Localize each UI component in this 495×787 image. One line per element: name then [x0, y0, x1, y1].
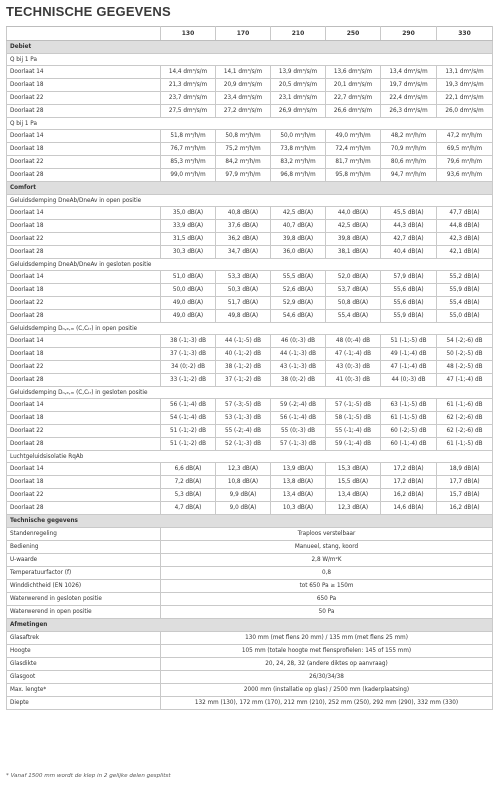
- spec-table: [6, 26, 493, 710]
- table-cell: 12,3 dB(A): [326, 502, 381, 515]
- table-cell: 132 mm (130), 172 mm (170), 212 mm (210), 252 mm (250), 292 mm (290), 332 mm (330): [161, 697, 493, 710]
- table-row: [7, 143, 493, 156]
- table-cell: 51 (-1;-2) dB: [161, 438, 216, 451]
- table-cell: 44 (-1;-5) dB: [216, 335, 271, 348]
- table-cell: 36,0 dB(A): [271, 246, 326, 259]
- table-cell: 55,4 dB(A): [326, 310, 381, 323]
- table-cell: 80,6 m³/h/m: [381, 156, 437, 169]
- table-row: [7, 606, 493, 619]
- table-cell: 14,4 dm³/s/m: [161, 66, 216, 79]
- table-cell: 39,8 dB(A): [326, 233, 381, 246]
- table-cell: 84,2 m³/h/m: [216, 156, 271, 169]
- table-row: [7, 580, 493, 593]
- table-row: [7, 169, 493, 182]
- table-cell: 55,9 dB(A): [437, 284, 493, 297]
- table-cell: 54,6 dB(A): [271, 310, 326, 323]
- header-size-3: 210: [271, 27, 326, 41]
- table-cell: 22,1 dm³/s/m: [437, 92, 493, 105]
- table-cell: 33 (-1;-2) dB: [161, 374, 216, 387]
- table-cell: 55,6 dB(A): [381, 284, 437, 297]
- table-cell: 73,8 m³/h/m: [271, 143, 326, 156]
- table-row: [7, 658, 493, 671]
- table-cell: 35,0 dB(A): [161, 207, 216, 220]
- table-row: [7, 66, 493, 79]
- table-cell: 85,3 m³/h/m: [161, 156, 216, 169]
- table-cell: 13,9 dm³/s/m: [271, 66, 326, 79]
- table-cell: 60 (-1;-4) dB: [381, 438, 437, 451]
- table-cell: 2000 mm (installatie op glas) / 2500 mm (kaderplaatsing): [161, 684, 493, 697]
- table-cell: 22,7 dm³/s/m: [326, 92, 381, 105]
- table-cell: 81,7 m³/h/m: [326, 156, 381, 169]
- table-cell: 38,1 dB(A): [326, 246, 381, 259]
- table-cell: 63 (-1;-5) dB: [381, 399, 437, 412]
- table-cell: 16,2 dB(A): [437, 502, 493, 515]
- table-cell: 50 (-2;-5) dB: [437, 348, 493, 361]
- table-row: [7, 105, 493, 118]
- table-row: [7, 156, 493, 169]
- table-cell: 13,4 dB(A): [326, 489, 381, 502]
- table-cell: 4,7 dB(A): [161, 502, 216, 515]
- header-corner: [7, 27, 161, 41]
- table-row: [7, 502, 493, 515]
- table-cell: 50,3 dB(A): [216, 284, 271, 297]
- table-row: [7, 220, 493, 233]
- table-cell: 46 (0;-3) dB: [271, 335, 326, 348]
- table-cell: 30,3 dB(A): [161, 246, 216, 259]
- table-cell: tot 650 Pa ≥ 150m: [161, 580, 493, 593]
- row-label: Doorlaat 28: [7, 169, 161, 182]
- table-cell: 13,9 dB(A): [271, 463, 326, 476]
- row-label: Doorlaat 28: [7, 438, 161, 451]
- row-label: Standenregeling: [7, 528, 161, 541]
- table-cell: 9,9 dB(A): [216, 489, 271, 502]
- section-row: [7, 182, 493, 195]
- table-cell: 76,7 m³/h/m: [161, 143, 216, 156]
- row-label: Bediening: [7, 541, 161, 554]
- table-cell: 55,0 dB(A): [437, 310, 493, 323]
- section-row: [7, 515, 493, 528]
- table-row: [7, 476, 493, 489]
- table-row: [7, 645, 493, 658]
- row-label: Doorlaat 18: [7, 476, 161, 489]
- table-row: [7, 567, 493, 580]
- table-cell: 20, 24, 28, 32 (andere diktes op aanvraag): [161, 658, 493, 671]
- table-row: [7, 489, 493, 502]
- table-cell: 60 (-2;-5) dB: [381, 425, 437, 438]
- table-row: [7, 425, 493, 438]
- table-cell: 43 (-1;-3) dB: [271, 361, 326, 374]
- table-cell: Manueel, stang, koord: [161, 541, 493, 554]
- footnote: * Vanaf 1500 mm wordt de klep in 2 gelijke delen gesplitst: [6, 773, 171, 779]
- table-row: [7, 246, 493, 259]
- table-cell: 23,7 dm³/s/m: [161, 92, 216, 105]
- table-row: [7, 438, 493, 451]
- section-title: Afmetingen: [7, 619, 493, 632]
- table-row: [7, 348, 493, 361]
- row-label: Doorlaat 14: [7, 66, 161, 79]
- row-label: Diepte: [7, 697, 161, 710]
- table-cell: 44,8 dB(A): [437, 220, 493, 233]
- table-cell: 27,5 dm³/s/m: [161, 105, 216, 118]
- group-row: [7, 451, 493, 463]
- table-cell: 61 (-1;-5) dB: [437, 438, 493, 451]
- table-cell: 59 (-1;-4) dB: [326, 438, 381, 451]
- table-cell: 20,1 dm³/s/m: [326, 79, 381, 92]
- table-row: [7, 697, 493, 710]
- table-row: [7, 310, 493, 323]
- table-cell: 10,8 dB(A): [216, 476, 271, 489]
- table-cell: 55 (0;-3) dB: [271, 425, 326, 438]
- section-title: Comfort: [7, 182, 493, 195]
- table-cell: 20,9 dm³/s/m: [216, 79, 271, 92]
- table-cell: 14,6 dB(A): [381, 502, 437, 515]
- header-size-6: 330: [437, 27, 493, 41]
- table-row: [7, 335, 493, 348]
- table-row: [7, 463, 493, 476]
- row-label: Waterwerend in gesloten positie: [7, 593, 161, 606]
- table-cell: 83,2 m³/h/m: [271, 156, 326, 169]
- table-cell: 7,2 dB(A): [161, 476, 216, 489]
- row-label: Doorlaat 28: [7, 374, 161, 387]
- table-cell: 44 (-1;-3) dB: [271, 348, 326, 361]
- table-row: [7, 632, 493, 645]
- table-cell: 53,3 dB(A): [216, 271, 271, 284]
- table-cell: 12,3 dB(A): [216, 463, 271, 476]
- table-cell: 48 (0;-4) dB: [326, 335, 381, 348]
- table-cell: 26,0 dm³/s/m: [437, 105, 493, 118]
- table-cell: 57 (-1;-5) dB: [326, 399, 381, 412]
- table-cell: 50,0 dB(A): [161, 284, 216, 297]
- table-cell: 9,0 dB(A): [216, 502, 271, 515]
- table-cell: 70,9 m³/h/m: [381, 143, 437, 156]
- table-cell: 96,8 m³/h/m: [271, 169, 326, 182]
- row-label: Doorlaat 18: [7, 348, 161, 361]
- table-cell: 44 (0;-3) dB: [381, 374, 437, 387]
- table-cell: 55 (-2;-4) dB: [216, 425, 271, 438]
- table-cell: 61 (-1;-5) dB: [381, 412, 437, 425]
- table-row: [7, 374, 493, 387]
- table-cell: 26/30/34/38: [161, 671, 493, 684]
- table-cell: 23,1 dm³/s/m: [271, 92, 326, 105]
- table-cell: 49,0 m³/h/m: [326, 130, 381, 143]
- table-cell: 6,6 dB(A): [161, 463, 216, 476]
- table-cell: 42,5 dB(A): [271, 207, 326, 220]
- table-cell: 40,7 dB(A): [271, 220, 326, 233]
- table-cell: 18,9 dB(A): [437, 463, 493, 476]
- table-cell: 49,0 dB(A): [161, 310, 216, 323]
- group-row: [7, 54, 493, 66]
- table-cell: 59 (-2;-4) dB: [271, 399, 326, 412]
- group-title: Q bij 1 Pa: [7, 118, 493, 130]
- table-row: [7, 412, 493, 425]
- row-label: Waterwerend in open positie: [7, 606, 161, 619]
- table-cell: 34 (0;-2) dB: [161, 361, 216, 374]
- table-cell: 0,8: [161, 567, 493, 580]
- table-cell: 47,2 m³/h/m: [437, 130, 493, 143]
- table-cell: 99,0 m³/h/m: [161, 169, 216, 182]
- table-cell: 17,7 dB(A): [437, 476, 493, 489]
- table-row: [7, 593, 493, 606]
- row-label: Doorlaat 22: [7, 361, 161, 374]
- row-label: Doorlaat 22: [7, 297, 161, 310]
- table-cell: 40,8 dB(A): [216, 207, 271, 220]
- table-cell: 23,4 dm³/s/m: [216, 92, 271, 105]
- table-cell: 21,3 dm³/s/m: [161, 79, 216, 92]
- table-cell: 13,4 dB(A): [271, 489, 326, 502]
- header-size-5: 290: [381, 27, 437, 41]
- table-cell: 75,2 m³/h/m: [216, 143, 271, 156]
- table-cell: 53,7 dB(A): [326, 284, 381, 297]
- table-cell: 37,6 dB(A): [216, 220, 271, 233]
- table-cell: 34,7 dB(A): [216, 246, 271, 259]
- table-cell: 19,3 dm³/s/m: [437, 79, 493, 92]
- table-cell: 13,4 dm³/s/m: [381, 66, 437, 79]
- table-cell: 47,7 dB(A): [437, 207, 493, 220]
- section-title: Debiet: [7, 41, 493, 54]
- table-cell: 16,2 dB(A): [381, 489, 437, 502]
- table-cell: 50,8 dB(A): [326, 297, 381, 310]
- table-cell: 57 (-1;-3) dB: [271, 438, 326, 451]
- table-cell: 31,5 dB(A): [161, 233, 216, 246]
- row-label: Doorlaat 22: [7, 489, 161, 502]
- table-cell: 15,3 dB(A): [326, 463, 381, 476]
- table-cell: 42,5 dB(A): [326, 220, 381, 233]
- table-cell: 105 mm (totale hoogte met flensprofielen: 145 of 155 mm): [161, 645, 493, 658]
- table-cell: 40,4 dB(A): [381, 246, 437, 259]
- table-cell: 19,7 dm³/s/m: [381, 79, 437, 92]
- table-row: [7, 271, 493, 284]
- table-row: [7, 684, 493, 697]
- table-cell: 55,4 dB(A): [437, 297, 493, 310]
- table-cell: 27,2 dm³/s/m: [216, 105, 271, 118]
- table-row: [7, 399, 493, 412]
- table-cell: Traploos verstelbaar: [161, 528, 493, 541]
- table-cell: 44,3 dB(A): [381, 220, 437, 233]
- row-label: Doorlaat 22: [7, 156, 161, 169]
- row-label: Doorlaat 28: [7, 246, 161, 259]
- table-cell: 13,1 dm³/s/m: [437, 66, 493, 79]
- table-cell: 17,2 dB(A): [381, 463, 437, 476]
- row-label: Doorlaat 28: [7, 310, 161, 323]
- row-label: Doorlaat 18: [7, 220, 161, 233]
- row-label: Doorlaat 22: [7, 233, 161, 246]
- section-title: Technische gegevens: [7, 515, 493, 528]
- table-cell: 42,3 dB(A): [437, 233, 493, 246]
- table-cell: 58 (-1;-5) dB: [326, 412, 381, 425]
- row-label: Doorlaat 22: [7, 425, 161, 438]
- table-row: [7, 554, 493, 567]
- table-cell: 41 (0;-3) dB: [326, 374, 381, 387]
- table-row: [7, 541, 493, 554]
- table-cell: 42,7 dB(A): [381, 233, 437, 246]
- table-cell: 62 (-2;-6) dB: [437, 412, 493, 425]
- table-cell: 15,5 dB(A): [326, 476, 381, 489]
- table-cell: 57 (-3;-5) dB: [216, 399, 271, 412]
- row-label: Doorlaat 18: [7, 79, 161, 92]
- row-label: Doorlaat 18: [7, 412, 161, 425]
- row-label: Hoogte: [7, 645, 161, 658]
- header-size-1: 130: [161, 27, 216, 41]
- row-label: Doorlaat 22: [7, 92, 161, 105]
- table-row: [7, 233, 493, 246]
- table-row: [7, 671, 493, 684]
- table-cell: 38 (-1;-2) dB: [216, 361, 271, 374]
- group-title: Luchtgeluidsisolatie RqAb: [7, 451, 493, 463]
- table-row: [7, 361, 493, 374]
- row-label: Doorlaat 14: [7, 130, 161, 143]
- table-row: [7, 79, 493, 92]
- table-cell: 36,2 dB(A): [216, 233, 271, 246]
- row-label: Glasaftrek: [7, 632, 161, 645]
- table-cell: 650 Pa: [161, 593, 493, 606]
- header-size-4: 250: [326, 27, 381, 41]
- row-label: Doorlaat 14: [7, 335, 161, 348]
- table-cell: 40 (-1;-2) dB: [216, 348, 271, 361]
- table-cell: 55,2 dB(A): [437, 271, 493, 284]
- table-cell: 54 (-2;-6) dB: [437, 335, 493, 348]
- table-cell: 93,6 m³/h/m: [437, 169, 493, 182]
- table-cell: 37 (-1;-2) dB: [216, 374, 271, 387]
- table-row: [7, 528, 493, 541]
- table-cell: 62 (-2;-6) dB: [437, 425, 493, 438]
- table-cell: 48,2 m³/h/m: [381, 130, 437, 143]
- page-title: TECHNISCHE GEGEVENS: [6, 4, 171, 19]
- table-cell: 69,5 m³/h/m: [437, 143, 493, 156]
- group-title: Geluidsdemping Dₙ,ₑ,ₘ (C,Cₜᵣ) in open positie: [7, 323, 493, 335]
- table-cell: 95,8 m³/h/m: [326, 169, 381, 182]
- table-cell: 45,5 dB(A): [381, 207, 437, 220]
- group-title: Q bij 1 Pa: [7, 54, 493, 66]
- table-cell: 43 (0;-3) dB: [326, 361, 381, 374]
- table-cell: 54 (-1;-4) dB: [161, 412, 216, 425]
- table-cell: 49,0 dB(A): [161, 297, 216, 310]
- row-label: U-waarde: [7, 554, 161, 567]
- table-cell: 50,0 m³/h/m: [271, 130, 326, 143]
- table-cell: 52,0 dB(A): [326, 271, 381, 284]
- table-row: [7, 92, 493, 105]
- row-label: Doorlaat 14: [7, 463, 161, 476]
- row-label: Doorlaat 28: [7, 502, 161, 515]
- table-cell: 53 (-1;-3) dB: [216, 412, 271, 425]
- table-cell: 38 (-1;-3) dB: [161, 335, 216, 348]
- row-label: Doorlaat 14: [7, 399, 161, 412]
- table-cell: 10,3 dB(A): [271, 502, 326, 515]
- table-cell: 39,8 dB(A): [271, 233, 326, 246]
- table-cell: 55 (-1;-4) dB: [326, 425, 381, 438]
- header-size-2: 170: [216, 27, 271, 41]
- table-cell: 13,8 dB(A): [271, 476, 326, 489]
- table-cell: 72,4 m³/h/m: [326, 143, 381, 156]
- row-label: Doorlaat 14: [7, 207, 161, 220]
- table-row: [7, 207, 493, 220]
- table-cell: 55,6 dB(A): [381, 297, 437, 310]
- group-title: Geluidsdemping DneAb/DneAv in open positie: [7, 195, 493, 207]
- group-row: [7, 387, 493, 399]
- table-row: [7, 297, 493, 310]
- table-cell: 26,6 dm³/s/m: [326, 105, 381, 118]
- table-cell: 44,0 dB(A): [326, 207, 381, 220]
- table-cell: 47 (-1;-4) dB: [381, 361, 437, 374]
- group-title: Geluidsdemping Dₙ,ₑ,ₘ (C,Cₜᵣ) in gesloten positie: [7, 387, 493, 399]
- table-header: [7, 27, 493, 41]
- row-label: Max. lengte*: [7, 684, 161, 697]
- table-cell: 38 (0;-2) dB: [271, 374, 326, 387]
- table-cell: 42,1 dB(A): [437, 246, 493, 259]
- table-cell: 97,9 m³/h/m: [216, 169, 271, 182]
- table-cell: 47 (-1;-4) dB: [326, 348, 381, 361]
- table-cell: 56 (-1;-4) dB: [271, 412, 326, 425]
- group-row: [7, 259, 493, 271]
- table-cell: 61 (-1;-6) dB: [437, 399, 493, 412]
- table-cell: 51,0 dB(A): [161, 271, 216, 284]
- table-cell: 52 (-1;-3) dB: [216, 438, 271, 451]
- section-row: [7, 619, 493, 632]
- row-label: Doorlaat 18: [7, 284, 161, 297]
- table-cell: 55,5 dB(A): [271, 271, 326, 284]
- row-label: Glasdikte: [7, 658, 161, 671]
- table-cell: 37 (-1;-3) dB: [161, 348, 216, 361]
- table-row: [7, 130, 493, 143]
- table-cell: 55,9 dB(A): [381, 310, 437, 323]
- table-cell: 17,2 dB(A): [381, 476, 437, 489]
- table-cell: 51 (-1;-2) dB: [161, 425, 216, 438]
- row-label: Winddichtheid (EN 1026): [7, 580, 161, 593]
- table-cell: 51 (-1;-5) dB: [381, 335, 437, 348]
- table-cell: 79,6 m³/h/m: [437, 156, 493, 169]
- group-row: [7, 323, 493, 335]
- table-cell: 51,7 dB(A): [216, 297, 271, 310]
- table-cell: 48 (-2;-5) dB: [437, 361, 493, 374]
- table-cell: 56 (-1;-4) dB: [161, 399, 216, 412]
- table-cell: 50,8 m³/h/m: [216, 130, 271, 143]
- table-cell: 130 mm (met flens 20 mm) / 135 mm (met flens 25 mm): [161, 632, 493, 645]
- table-cell: 14,1 dm³/s/m: [216, 66, 271, 79]
- table-cell: 57,9 dB(A): [381, 271, 437, 284]
- table-cell: 94,7 m³/h/m: [381, 169, 437, 182]
- table-row: [7, 284, 493, 297]
- table-cell: 47 (-1;-4) dB: [437, 374, 493, 387]
- table-cell: 22,4 dm³/s/m: [381, 92, 437, 105]
- table-cell: 20,5 dm³/s/m: [271, 79, 326, 92]
- table-cell: 49,8 dB(A): [216, 310, 271, 323]
- table-cell: 52,6 dB(A): [271, 284, 326, 297]
- group-title: Geluidsdemping DneAb/DneAv in gesloten positie: [7, 259, 493, 271]
- table-cell: 26,9 dm³/s/m: [271, 105, 326, 118]
- group-row: [7, 195, 493, 207]
- table-cell: 15,7 dB(A): [437, 489, 493, 502]
- table-cell: 13,6 dm³/s/m: [326, 66, 381, 79]
- group-row: [7, 118, 493, 130]
- row-label: Temperatuurfactor (f): [7, 567, 161, 580]
- table-cell: 50 Pa: [161, 606, 493, 619]
- table-cell: 49 (-1;-4) dB: [381, 348, 437, 361]
- row-label: Doorlaat 28: [7, 105, 161, 118]
- row-label: Glasgoot: [7, 671, 161, 684]
- table-cell: 2,8 W/m²K: [161, 554, 493, 567]
- table-cell: 5,3 dB(A): [161, 489, 216, 502]
- table-cell: 51,8 m³/h/m: [161, 130, 216, 143]
- row-label: Doorlaat 18: [7, 143, 161, 156]
- row-label: Doorlaat 14: [7, 271, 161, 284]
- table-cell: 26,3 dm³/s/m: [381, 105, 437, 118]
- section-row: [7, 41, 493, 54]
- table-body: [7, 41, 493, 710]
- table-cell: 52,9 dB(A): [271, 297, 326, 310]
- table-cell: 33,9 dB(A): [161, 220, 216, 233]
